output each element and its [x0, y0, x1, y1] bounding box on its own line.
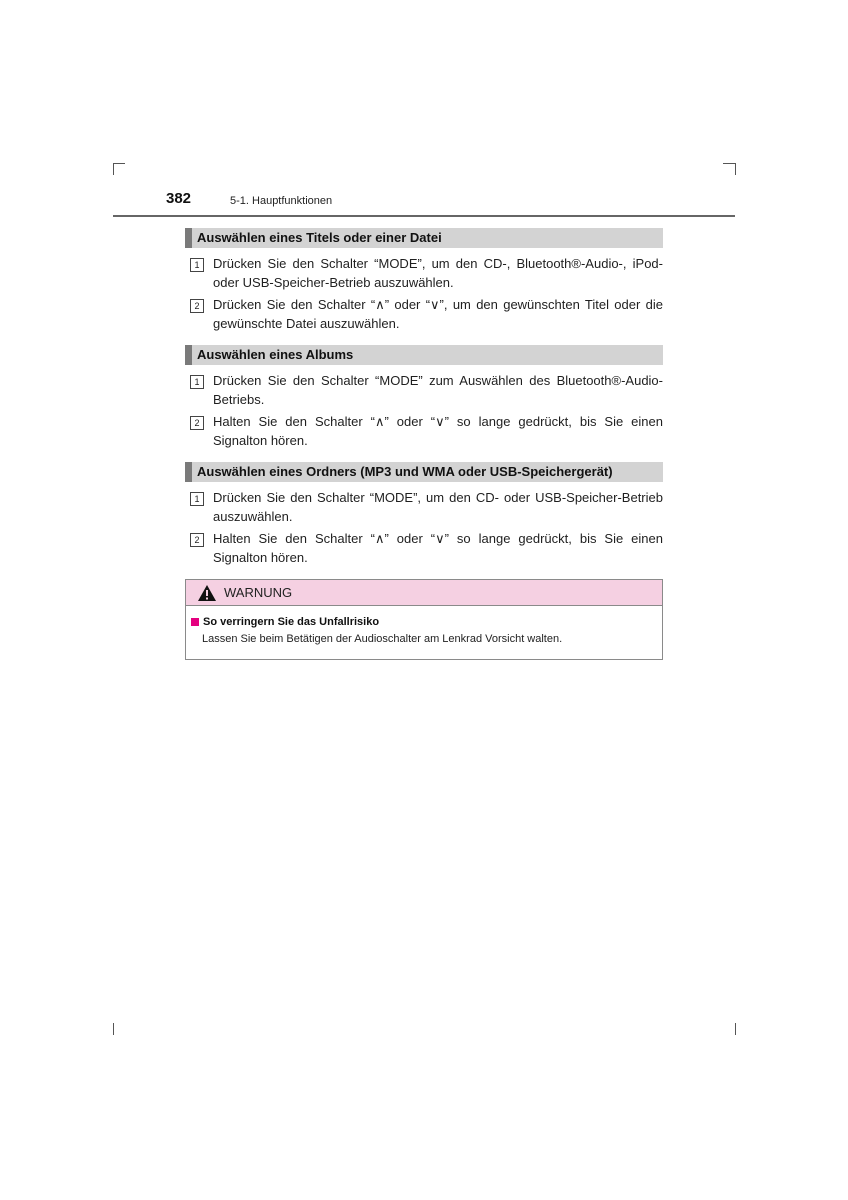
- warning-triangle-icon: [197, 584, 217, 602]
- step-text: Drücken Sie den Schalter “∧” oder “∨”, um den gewünschten Titel oder die gewünschte Datei auszuwählen.: [213, 297, 663, 331]
- step-item: [185, 372, 663, 409]
- step-text: Halten Sie den Schalter “∧” oder “∨” so lange gedrückt, bis Sie einen Signalton hören.: [213, 414, 663, 448]
- warning-subtitle-row: [191, 616, 652, 628]
- crop-mark: [113, 1023, 114, 1035]
- section-heading: Auswählen eines Titels oder einer Datei: [185, 228, 663, 248]
- section-select-track: [185, 228, 663, 333]
- step-item: [185, 413, 663, 450]
- header-rule: [113, 215, 735, 217]
- warning-body: [186, 606, 662, 659]
- chapter-title: 5-1. Hauptfunktionen: [230, 195, 333, 207]
- crop-mark: [113, 163, 125, 164]
- step-item: [185, 296, 663, 333]
- step-list: [185, 255, 663, 333]
- bullet-square-icon: [191, 618, 199, 626]
- step-item: [185, 530, 663, 567]
- page-content: [185, 228, 663, 660]
- crop-mark: [735, 1023, 736, 1035]
- section-select-folder: [185, 462, 663, 567]
- section-select-album: [185, 345, 663, 450]
- crop-mark: [723, 163, 735, 164]
- page-number: 382: [166, 190, 192, 207]
- step-text: Drücken Sie den Schalter “MODE”, um den CD- oder USB-Speicher-Betrieb auszuwählen.: [213, 490, 663, 524]
- section-heading: Auswählen eines Ordners (MP3 und WMA oder USB-Speichergerät): [185, 462, 663, 482]
- step-number: 2: [190, 416, 204, 430]
- step-list: [185, 372, 663, 450]
- step-number: 1: [190, 492, 204, 506]
- warning-title: WARNUNG: [224, 585, 293, 600]
- warning-header: [186, 580, 662, 606]
- step-number: 1: [190, 375, 204, 389]
- step-text: Drücken Sie den Schalter “MODE” zum Auswählen des Bluetooth®-Audio-Betriebs.: [213, 373, 663, 407]
- warning-box: [185, 579, 663, 660]
- warning-subtitle: So verringern Sie das Unfallrisiko: [203, 616, 380, 628]
- step-item: [185, 255, 663, 292]
- step-number: 2: [190, 299, 204, 313]
- warning-text: Lassen Sie beim Betätigen der Audioschalter am Lenkrad Vorsicht walten.: [202, 633, 563, 645]
- section-heading: Auswählen eines Albums: [185, 345, 663, 365]
- step-number: 1: [190, 258, 204, 272]
- step-text: Drücken Sie den Schalter “MODE”, um den CD-, Bluetooth®-Audio-, iPod- oder USB-Speicher-Betrieb auszuwählen.: [213, 256, 663, 290]
- step-number: 2: [190, 533, 204, 547]
- step-text: Halten Sie den Schalter “∧” oder “∨” so lange gedrückt, bis Sie einen Signalton hören.: [213, 531, 663, 565]
- step-list: [185, 489, 663, 567]
- crop-mark: [735, 163, 736, 175]
- crop-mark: [113, 163, 114, 175]
- step-item: [185, 489, 663, 526]
